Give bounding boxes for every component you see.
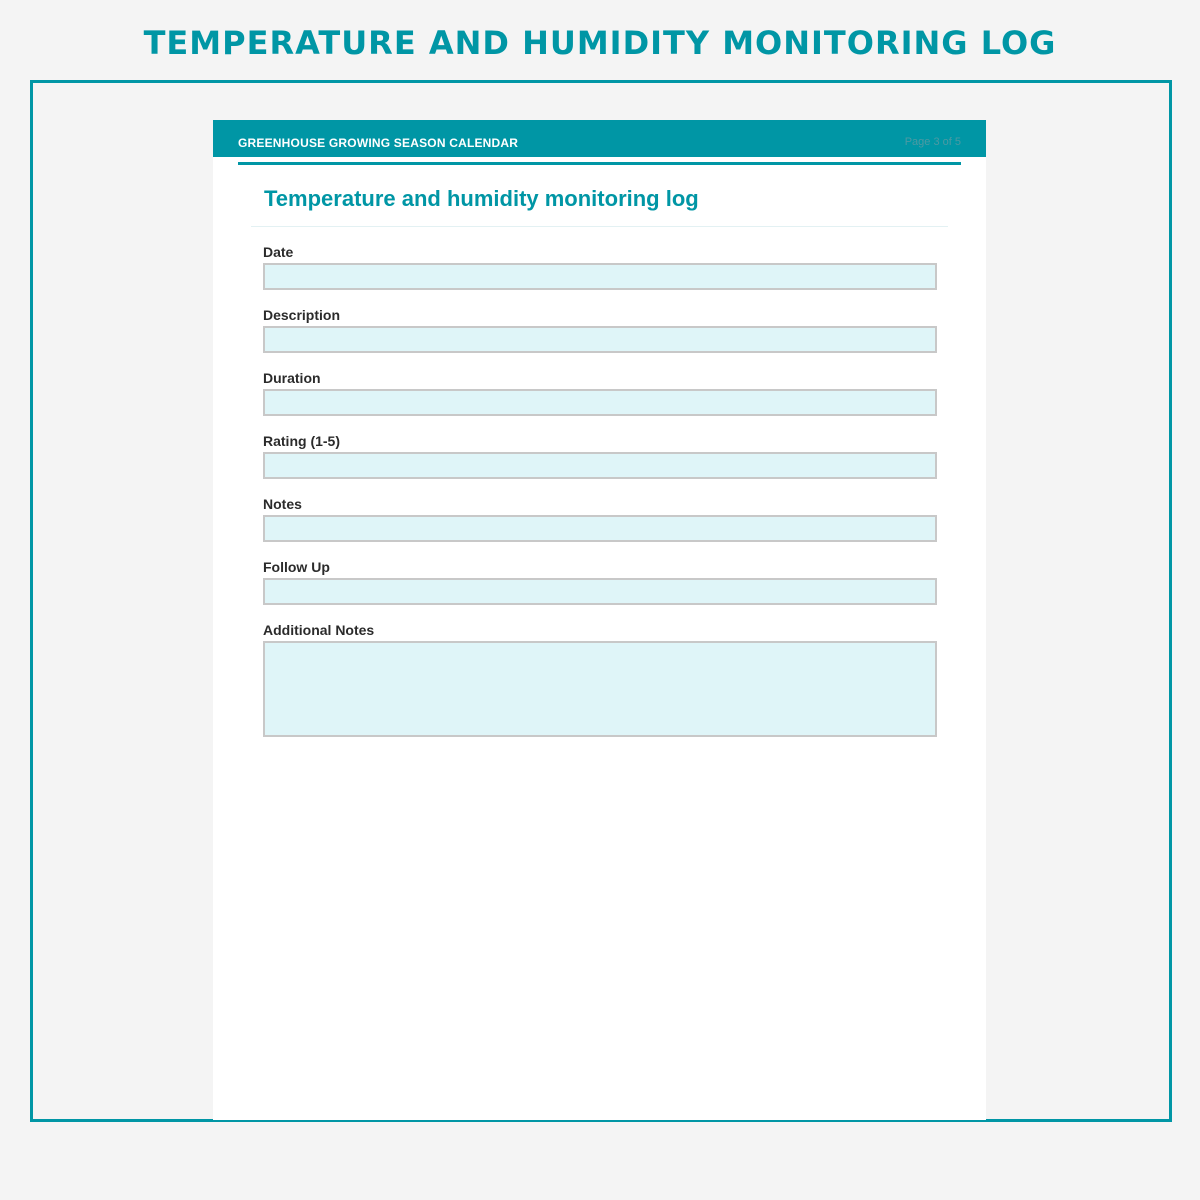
form-sheet — [213, 120, 986, 1120]
follow-up-field-group — [263, 559, 937, 605]
form-title: Temperature and humidity monitoring log — [264, 186, 699, 211]
date-input[interactable] — [263, 263, 937, 290]
page-title: TEMPERATURE AND HUMIDITY MONITORING LOG — [143, 24, 1057, 62]
description-label: Description — [263, 307, 341, 323]
notes-label: Notes — [263, 496, 302, 512]
description-input[interactable] — [263, 326, 937, 353]
additional-notes-textarea[interactable] — [263, 641, 937, 737]
additional-notes-label: Additional Notes — [263, 622, 375, 638]
notes-field-group — [263, 496, 937, 542]
notes-input[interactable] — [263, 515, 937, 542]
date-label: Date — [263, 244, 294, 260]
duration-input[interactable] — [263, 389, 937, 416]
page-number: Page 3 of 5 — [904, 136, 961, 148]
rating-field-group — [263, 433, 937, 479]
sheet-header-bar — [213, 120, 986, 157]
follow-up-input[interactable] — [263, 578, 937, 605]
header-divider — [238, 162, 961, 165]
date-field-group — [263, 244, 937, 290]
rating-input[interactable] — [263, 452, 937, 479]
description-field-group — [263, 307, 937, 353]
follow-up-label: Follow Up — [263, 559, 330, 575]
duration-field-group — [263, 370, 937, 416]
calendar-name: GREENHOUSE GROWING SEASON CALENDAR — [238, 136, 519, 150]
title-divider — [251, 226, 948, 227]
additional-notes-field-group — [263, 622, 937, 737]
document-frame — [30, 80, 1172, 1122]
duration-label: Duration — [263, 370, 321, 386]
rating-label: Rating (1-5) — [263, 433, 340, 449]
